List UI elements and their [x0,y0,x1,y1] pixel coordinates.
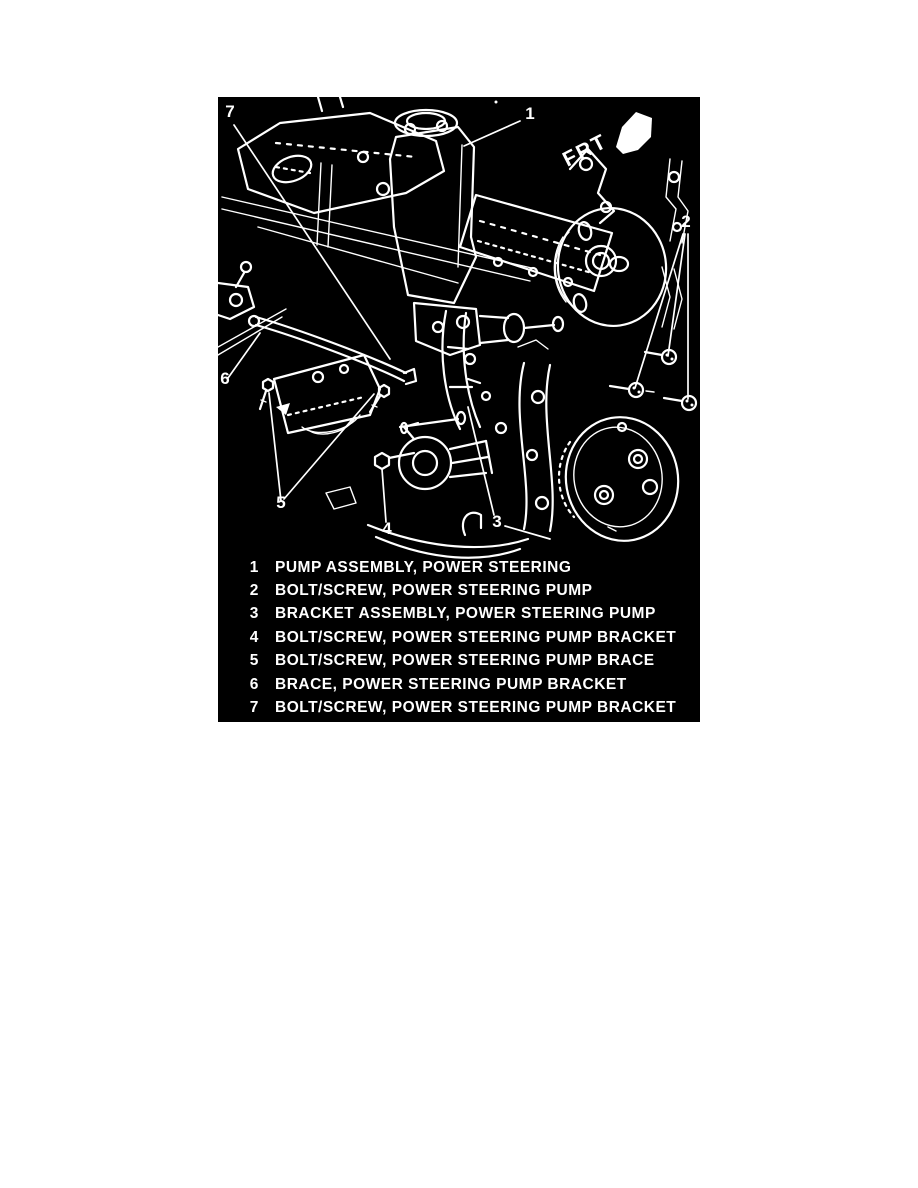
callout-4: 4 [382,519,392,538]
pump-bolt-mid [645,350,676,364]
legend-item-label: BOLT/SCREW, POWER STEERING PUMP [275,582,593,600]
legend-row [246,626,686,649]
legend-item-number: 3 [249,605,259,623]
legend-row [246,556,686,579]
legend-item-label: BOLT/SCREW, POWER STEERING PUMP BRACKET [275,699,677,717]
legend-item-number: 6 [249,675,259,693]
callout-2: 2 [681,212,691,231]
legend-item-label: BOLT/SCREW, POWER STEERING PUMP BRACE [275,652,655,670]
alternator [399,423,492,489]
legend-item-number: 4 [249,628,259,646]
engine-diagram-panel [218,97,700,722]
legend-item-label: PUMP ASSEMBLY, POWER STEERING [275,558,572,576]
intake-manifold [460,195,612,291]
crank-pulley [556,408,688,550]
bolt-bracket-lower [375,453,414,469]
legend-row [246,579,686,602]
pump-bolt-left [610,383,654,397]
callout-6: 6 [220,369,230,388]
callout-5: 5 [276,493,286,512]
brace-bar [249,316,416,384]
legend-row [246,603,686,626]
pump-bolt-right [664,396,696,410]
legend-row [246,650,686,673]
legend-row [246,696,686,719]
bolt-brace-right [370,385,389,412]
water-pump-housing [519,363,552,531]
engine-rails [222,163,536,287]
legend-item-number: 7 [249,699,259,717]
compressor-mount [274,355,380,434]
bracket-stud [400,412,465,433]
legend-item-label: BRACKET ASSEMBLY, POWER STEERING PUMP [275,605,656,623]
frt-label: FRT [559,129,612,172]
callout-1: 1 [525,104,535,123]
legend-item-label: BRACE, POWER STEERING PUMP BRACKET [275,675,627,693]
legend-item-number: 1 [249,558,259,576]
legend-row [246,673,686,696]
frt-arrow-icon [616,112,652,154]
legend-item-number: 2 [249,582,259,600]
pump-pulley [550,149,673,333]
legend-item-label: BOLT/SCREW, POWER STEERING PUMP BRACKET [275,628,677,646]
callout-7: 7 [225,102,235,121]
callout-3: 3 [492,512,502,531]
top-edge-marks [318,97,498,111]
legend-item-number: 5 [249,652,259,670]
pump-body [414,303,563,355]
legend [246,556,686,720]
